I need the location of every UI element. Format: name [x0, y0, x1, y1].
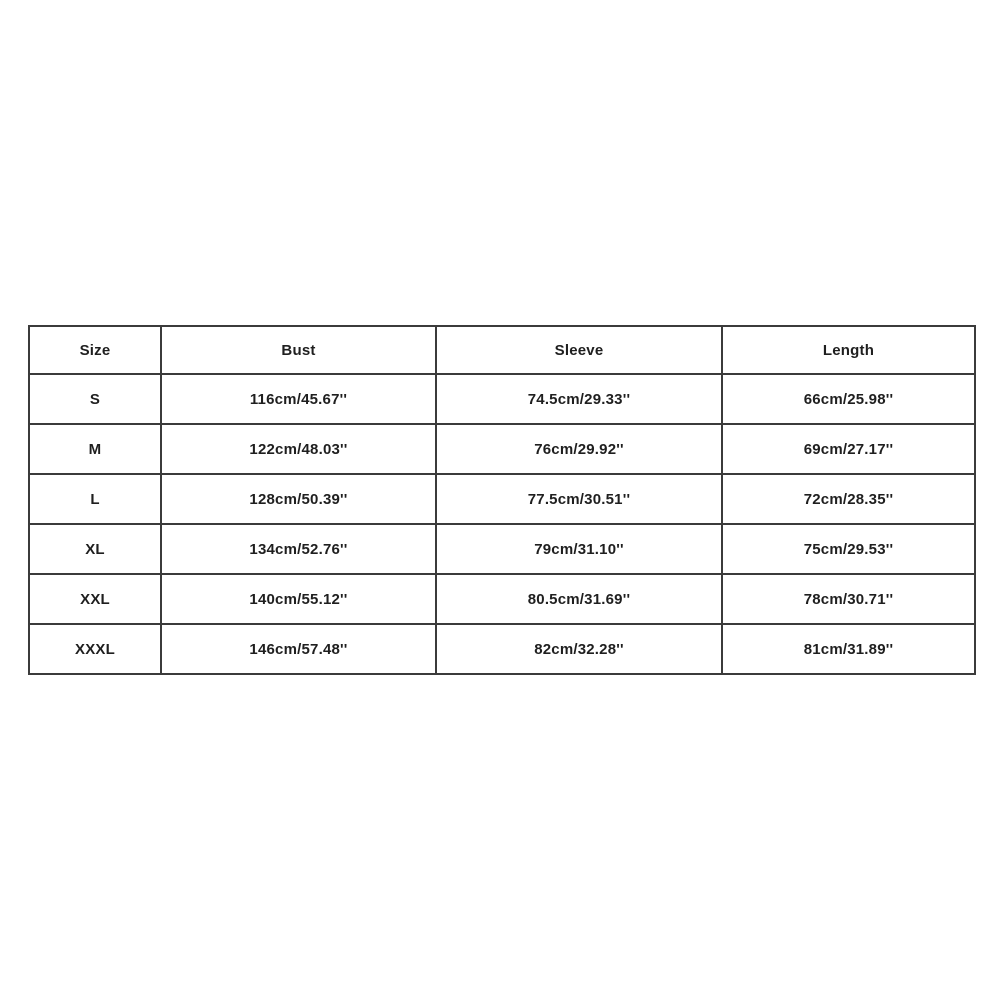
table-row-l	[29, 474, 975, 524]
size-chart-table	[28, 325, 976, 675]
sleeve-cell: 79cm/31.10''	[436, 524, 722, 574]
table-row-xxxl	[29, 624, 975, 674]
length-cell: 66cm/25.98''	[722, 374, 975, 424]
size-cell: XXXL	[29, 624, 161, 674]
size-cell: XXL	[29, 574, 161, 624]
size-cell: XL	[29, 524, 161, 574]
table-row-m	[29, 424, 975, 474]
column-header-size: Size	[29, 326, 161, 374]
bust-cell: 128cm/50.39''	[161, 474, 436, 524]
bust-cell: 134cm/52.76''	[161, 524, 436, 574]
column-header-bust: Bust	[161, 326, 436, 374]
size-cell: M	[29, 424, 161, 474]
length-cell: 69cm/27.17''	[722, 424, 975, 474]
size-cell: L	[29, 474, 161, 524]
column-header-length: Length	[722, 326, 975, 374]
sleeve-cell: 80.5cm/31.69''	[436, 574, 722, 624]
table-row-s	[29, 374, 975, 424]
sleeve-cell: 74.5cm/29.33''	[436, 374, 722, 424]
length-cell: 81cm/31.89''	[722, 624, 975, 674]
bust-cell: 140cm/55.12''	[161, 574, 436, 624]
size-chart-header-row	[29, 326, 975, 374]
sleeve-cell: 76cm/29.92''	[436, 424, 722, 474]
sleeve-cell: 77.5cm/30.51''	[436, 474, 722, 524]
length-cell: 75cm/29.53''	[722, 524, 975, 574]
length-cell: 72cm/28.35''	[722, 474, 975, 524]
bust-cell: 122cm/48.03''	[161, 424, 436, 474]
column-header-sleeve: Sleeve	[436, 326, 722, 374]
table-row-xxl	[29, 574, 975, 624]
table-row-xl	[29, 524, 975, 574]
size-cell: S	[29, 374, 161, 424]
bust-cell: 116cm/45.67''	[161, 374, 436, 424]
bust-cell: 146cm/57.48''	[161, 624, 436, 674]
length-cell: 78cm/30.71''	[722, 574, 975, 624]
sleeve-cell: 82cm/32.28''	[436, 624, 722, 674]
